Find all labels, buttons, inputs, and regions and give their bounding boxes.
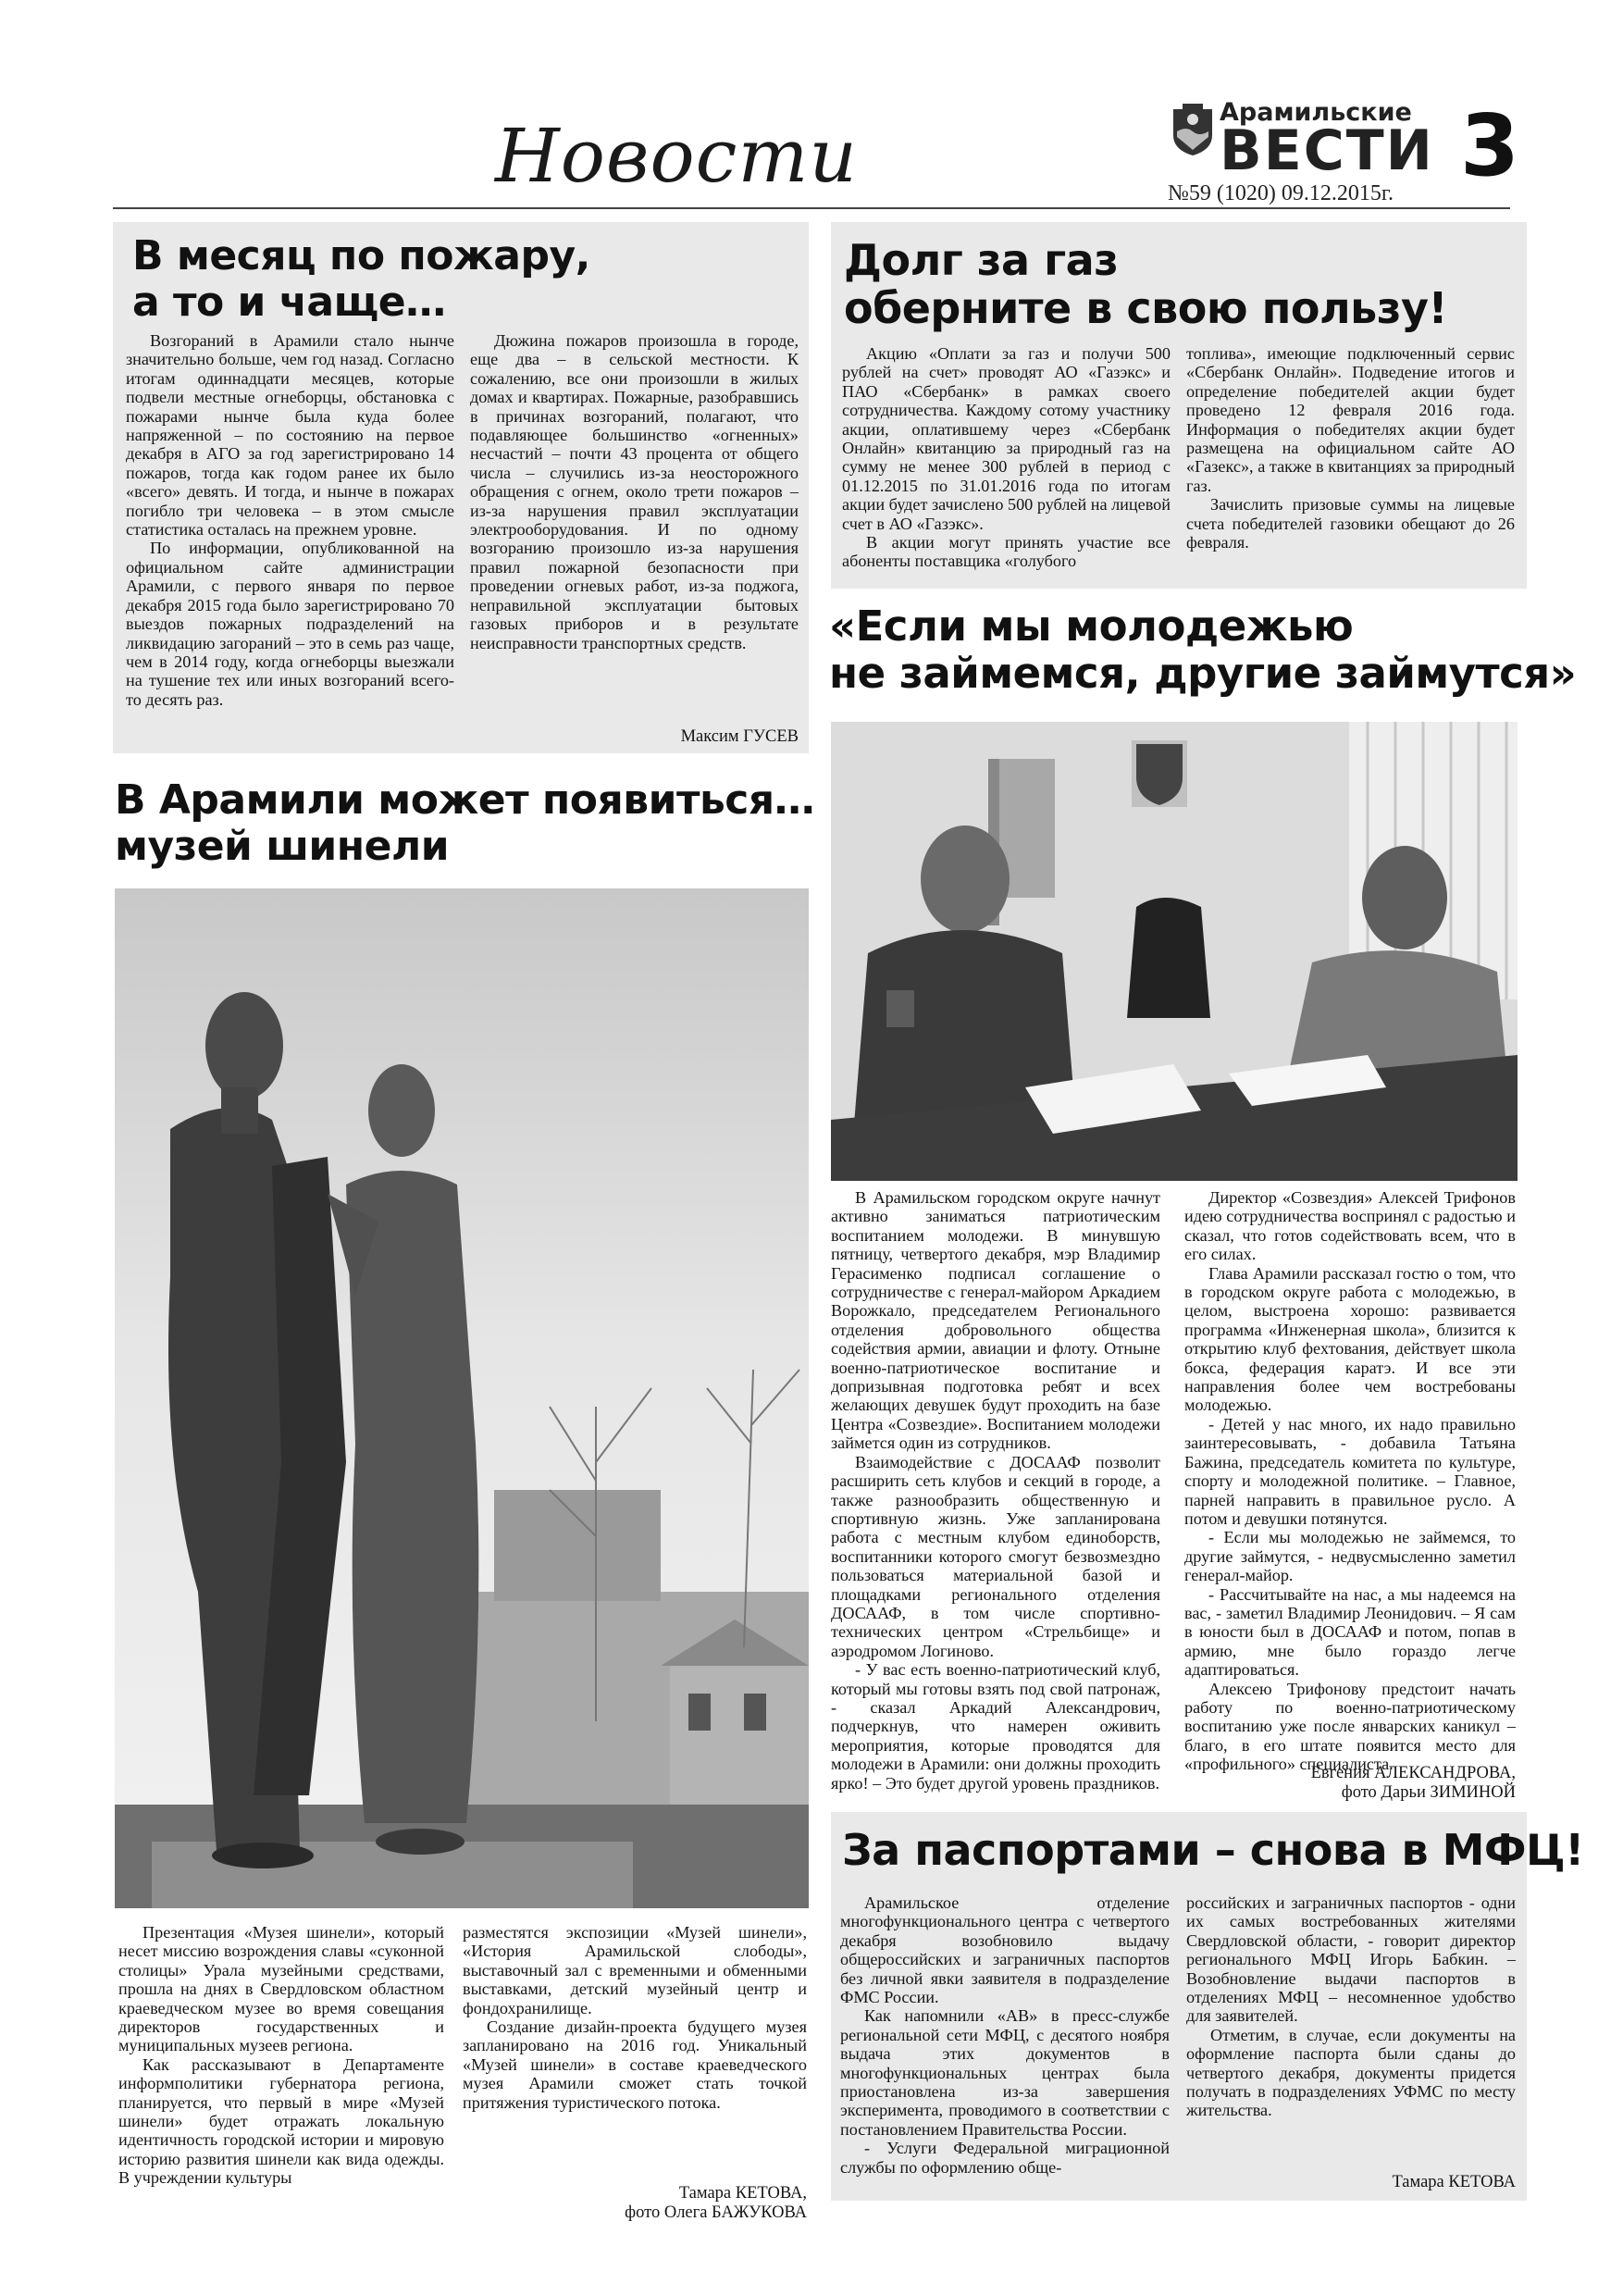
paragraph: Отметим, в случае, если документы на оформление паспорта были сданы до четвертого декабря, документы придется получать в подразделениях УФМС по месту жительства. bbox=[1186, 2025, 1516, 2120]
paragraph: - Рассчитывайте на нас, а мы надеемся на вас, - заметил Владимир Леонидович. – Я сам в юности был в ДОСААФ и потом, попав в армию, мне было гораздо легче адаптироваться. bbox=[1184, 1584, 1516, 1680]
youth-headline: «Если мы молодежью не займемся, другие займутся» bbox=[829, 602, 1577, 698]
museum-headline: В Арамили может появиться… музей шинели bbox=[115, 776, 815, 870]
paragraph: топлива», имеющие подключенный сервис «Сбербанк Онлайн». Подведение итогов и определение победителей акции будет проведено 12 февраля 2016 года. Информация о победителях акции будет размещена на официальном сайте АО «Газекс», а также в квитанциях за природный газ. bbox=[1186, 344, 1515, 495]
museum-column-2 bbox=[463, 1923, 807, 2112]
museum-photo bbox=[115, 888, 809, 1908]
paragraph: Арамильское отделение многофункционального центра с четвертого декабря возобновило выдачу общероссийских и заграничных паспортов без личной явки заявителя в подразделение ФМС России. bbox=[840, 1893, 1170, 2007]
paragraph: Акцию «Оплати за газ и получи 500 рублей на счет» проводят АО «Газэкс» и ПАО «Сбербанк» в рамках своего сотрудничества. Каждому сотому участнику акции, оплатившему через «Сбербанк Онлайн» квитанцию за природный газ на сумму не менее 300 рублей в период с 01.12.2015 по 31.01.2016 года по итогам акции будет зачислено 500 рублей на лицевой счет в АО «Газэкс». bbox=[842, 344, 1171, 533]
page-number: 3 bbox=[1460, 96, 1520, 195]
paragraph: В акции могут принять участие все абоненты поставщика «голубого bbox=[842, 533, 1171, 571]
header-rule bbox=[113, 207, 1510, 209]
paragraph: По информации, опубликованной на официальном сайте администрации Арамили, с первого января по первое декабря 2015 года было зарегистрировано 70 выездов пожарных подразделений на ликвидацию загораний – это в семь раз чаще, чем в 2014 году, когда огнеборцы выезжали на тушение тех или иных возгораний всего-то десять раз. bbox=[126, 539, 454, 709]
youth-column-2 bbox=[1184, 1188, 1516, 1774]
youth-photo bbox=[831, 722, 1518, 1181]
city-crest-icon bbox=[1170, 104, 1216, 157]
fire-column-1 bbox=[126, 331, 454, 709]
gas-column-2 bbox=[1186, 344, 1515, 552]
paragraph: Глава Арамили рассказал гостю о том, что в городском округе работа с молодежью, в целом, выстроена хорошо: развивается программа «Инженерная школа», близится к открытию клуб фехтования, действует школа бокса, федерация каратэ. И все эти направления более чем востребованы молодежью. bbox=[1184, 1263, 1516, 1415]
mfc-author: Тамара КЕТОВА bbox=[1392, 2173, 1516, 2191]
paragraph: российских и заграничных паспортов - одни их самых востребованных жителями Свердловской области, - говорит директор регионального МФЦ Игорь Бабкин. – Возобновление выдачи паспортов в отделениях МФЦ – несомненное удобство для заявителей. bbox=[1186, 1893, 1516, 2026]
mfc-column-1 bbox=[840, 1893, 1170, 2177]
youth-column-1 bbox=[831, 1188, 1160, 1793]
issue-info: №59 (1020) 09.12.2015г. bbox=[1168, 181, 1394, 205]
gas-column-1 bbox=[842, 344, 1171, 571]
museum-column-1 bbox=[118, 1923, 444, 2188]
paragraph: - Детей у нас много, их надо правильно заинтересовывать, - добавила Татьяна Бажина, председатель комитета по культуре, спорту и молодежной политике. – Главное, парней направить в правильное русло. А потом и девушки потянутся. bbox=[1184, 1414, 1516, 1528]
gas-headline: Долг за газ оберните в свою пользу! bbox=[844, 235, 1447, 333]
paragraph: Как напомнили «АВ» в пресс-службе региональной сети МФЦ, с десятого ноября выдача этих документов в многофункциональных центрах была приостановлена из-за завершения эксперимента, проводимого в соответствии с постановлением Правительства России. bbox=[840, 2006, 1170, 2139]
mfc-column-2 bbox=[1186, 1893, 1516, 2120]
paragraph: разместятся экспозиции «Музей шинели», «История Арамильской слободы», выставочный зал с временными и обменными выставками, детский музейный центр и фондохранилище. bbox=[463, 1923, 807, 2017]
paragraph: - Услуги Федеральной миграционной службы по оформлению обще- bbox=[840, 2139, 1170, 2177]
paragraph: Взаимодействие с ДОСААФ позволит расширить сеть клубов и секций в городе, а также разнообразить общественную и спортивную жизнь. Уже запланирована работа с местным клубом единоборств, воспитанники которого смогут безвозмездно пользоваться материальной базой и площадками регионального отделения ДОСААФ, в том числе спортивно-технических центром «Стрельбище» и аэродромом Логиново. bbox=[831, 1452, 1160, 1660]
section-title: Новости bbox=[495, 113, 858, 199]
youth-author: Евгения АЛЕКСАНДРОВА, фото Дарьи ЗИМИНОЙ bbox=[1310, 1764, 1516, 1802]
logo-small-text: Арамильские bbox=[1220, 98, 1412, 127]
paragraph: - Если мы молодежью не займемся, то другие займутся, - недвусмысленно заметил генерал-майор. bbox=[1184, 1528, 1516, 1585]
paragraph: Зачислить призовые суммы на лицевые счета победителей газовики обещают до 26 февраля. bbox=[1186, 495, 1515, 552]
fire-column-2 bbox=[470, 331, 799, 652]
paragraph: Как рассказывают в Департаменте информполитики губернатора региона, планируется, что первый в мире «Музей шинели» будет отражать локальную идентичность городской истории и мировую историю развития шинели как вида одежды. В учреждении культуры bbox=[118, 2054, 444, 2188]
paragraph: - У вас есть военно-патриотический клуб, который мы готовы взять под свой патронаж, - сказал Аркадий Александрович, подчеркнув, что намерен оживить мероприятия, которые проводятся для молодежи в Арамили: они должны проходить ярко! – Это будет другой уровень праздников. bbox=[831, 1660, 1160, 1793]
logo-main-text: ВЕСТИ bbox=[1220, 118, 1434, 183]
paragraph: Создание дизайн-проекта будущего музея запланировано на 2016 год. Уникальный «Музей шинели» в составе краеведческого музея Арамили сможет стать точкой притяжения туристического потока. bbox=[463, 2017, 807, 2112]
paragraph: Презентация «Музея шинели», который несет миссию возрождения славы «суконной столицы» Урала музейными средствами, прошла на днях в Свердловском областном краеведческом музее во время совещания директоров государственных и муниципальных музеев региона. bbox=[118, 1923, 444, 2055]
paragraph: Директор «Созвездия» Алексей Трифонов идею сотрудничества воспринял с радостью и сказал, что готов содействовать всем, что в его силах. bbox=[1184, 1188, 1516, 1264]
fire-author: Максим ГУСЕВ bbox=[680, 727, 799, 746]
mfc-headline: За паспортами – снова в МФЦ! bbox=[842, 1825, 1584, 1875]
paragraph: Возгораний в Арамили стало нынче значительно больше, чем год назад. Согласно итогам одиннадцати месяцев, которые подвели местные огнеборцы, обстановка с пожарами нынче была куда более напряженной – по состоянию на первое декабря в АГО за год зарегистрировано 14 пожаров, тогда как годом ранее их было «всего» девять. И тогда, и нынче в пожарах погибло три человека – в этом смысле статистика осталась на прежнем уровне. bbox=[126, 331, 454, 540]
paragraph: Алексею Трифонову предстоит начать работу по военно-патриотическому воспитанию уже после январских каникул – благо, в его штате появится место для «профильного» специалиста. bbox=[1184, 1679, 1516, 1774]
paragraph: Дюжина пожаров произошла в городе, еще два – в сельской местности. К сожалению, все они произошли в жилых домах и квартирах. Пожарные, разобравшись в причинах возгораний, полагают, что подавляющее большинство «огненных» несчастий – почти 43 процента от общего числа – случились из-за неосторожного обращения с огнем, около трети пожаров – из-за нарушения правил эксплуатации электрооборудования. И по одному возгоранию произошло из-за нарушения правил пожарной безопасности при проведении огневых работ, из-за поджога, неправильной эксплуатации бытовых газовых приборов и в результате неисправности транспортных средств. bbox=[470, 331, 799, 652]
fire-headline: В месяц по пожару, а то и чаще… bbox=[132, 232, 590, 326]
museum-author: Тамара КЕТОВА, фото Олега БАЖУКОВА bbox=[625, 2184, 807, 2222]
paragraph: В Арамильском городском округе начнут активно заниматься патриотическим воспитанием молодежи. В минувшую пятницу, четвертого декабря, мэр Владимир Герасименко подписал соглашение о сотрудничестве с генерал-майором Аркадием Ворожкало, председателем Регионального отделения добровольного общества содействия армии, авиации и флоту. Отныне военно-патриотическое воспитание и допризывная подготовка ребят и всех желающих девушек будут проходить на базе Центра «Созвездие». Воспитанием молодежи займется один из сотрудников. bbox=[831, 1188, 1160, 1453]
